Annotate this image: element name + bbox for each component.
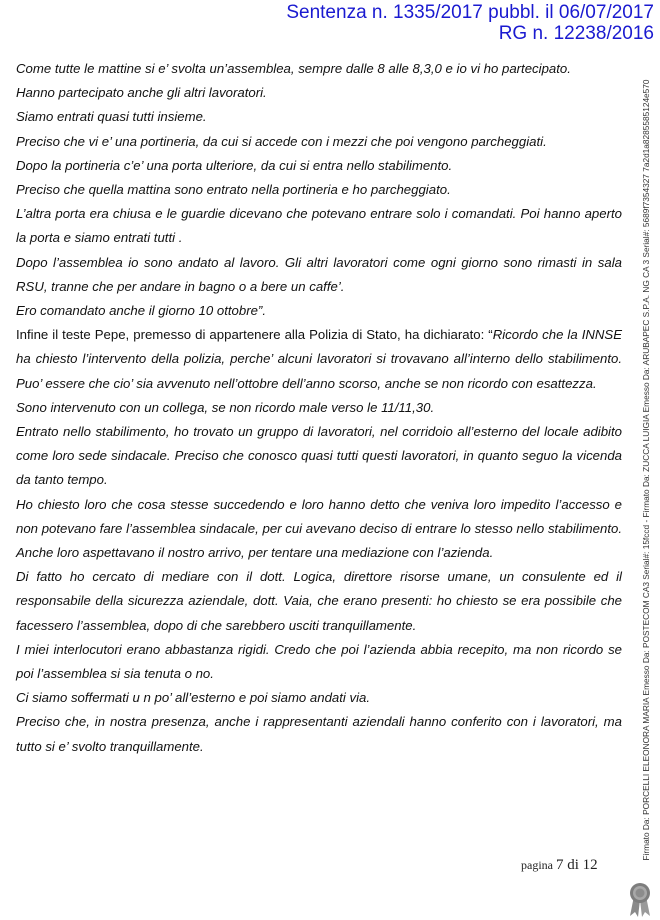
page-count: 7 di 12 [556,857,598,873]
paragraph: Entrato nello stabilimento, ho trovato un gruppo di lavoratori, nel corridoio all’esterno del locale adibito come loro sede sindacale. Preciso che conosco quasi tutti questi lavoratori, in quanto seguo la vicenda da tanto tempo. [16,424,622,488]
paragraph: Di fatto ho cercato di mediare con il dott. Logica, direttore risorse umane, un consulente ed il responsabile della sicurezza aziendale, dott. Vaia, che erano presenti: ho chiesto se era possibile che facessero l’assemblea, dopo di che sarebbero usciti tranquillamente. [16,569,622,633]
document-body [16,57,622,759]
paragraph: Come tutte le mattine si e’ svolta un’assemblea, sempre dalle 8 alle 8,3,0 e io vi ho partecipato. [16,61,571,76]
paragraph: Preciso che quella mattina sono entrato nella portineria e ho parcheggiato. [16,182,451,198]
page-prefix: pagina [521,858,553,872]
paragraph: Ho chiesto loro che cosa stesse succedendo e loro hanno detto che veniva loro impedito l’accesso e non potevano fare l’assemblea sindacale, per cui avevano deciso di entrare lo stesso nello stabilimento. Anche loro aspettavano il nostro arrivo, per tentare una mediazione con l’azienda. [16,496,622,561]
document-header [286,2,654,44]
signature-margin [637,70,655,870]
pepe-quote: Ricordo che la INNSE ha chiesto l’intervento della polizia, perche’ alcuni lavoratori si trovavano all’interno dello stabilimento. Puo’ essere che cio’ sia avvenuto nell’ottobre dell’anno scorso, anche se non ricordo con esattezza. [16,327,623,391]
page-number [521,857,598,874]
paragraph: Dopo l’assemblea io sono andato al lavoro. Gli altri lavoratori come ogni giorno sono rimasti in sala RSU, tranne che per andare in bagno o a bere un caffe’. [16,254,622,294]
paragraph: Preciso che vi e’ una portineria, da cui si accede con i mezzi che poi vengono parcheggiati. [16,133,547,149]
rg-reference: RG n. 12238/2016 [498,23,654,44]
paragraph: Hanno partecipato anche gli altri lavoratori. [16,85,267,101]
paragraph: Preciso che, in nostra presenza, anche i rappresentanti aziendali hanno conferito con i lavoratori, ma tutto si e’ svolto tranquillamente. [16,714,622,754]
paragraph: Siamo entrati quasi tutti insieme. [16,109,207,125]
pepe-paragraph [16,323,622,396]
paragraph: Ci siamo soffermati u n po’ all’esterno e poi siamo andati via. [16,690,371,706]
paragraph: I miei interlocutori erano abbastanza rigidi. Credo che poi l’azienda abbia recepito, ma non ricordo se poi l’assemblea si sia tenuta o no. [16,641,622,682]
paragraph: Sono intervenuto con un collega, se non ricordo male verso le 11/11,30. [16,399,435,415]
sentenza-reference: Sentenza n. 1335/2017 pubbl. il 06/07/2017 [286,2,654,23]
rosette-seal-icon [628,882,652,918]
paragraph: L’altra porta era chiusa e le guardie dicevano che potevano entrare solo i comandati. Poi hanno aperto la porta e siamo entrati tutti . [16,206,622,246]
paragraph: Dopo la portineria c’e’ una porta ulteriore, da cui si entra nello stabilimento. [16,157,453,173]
digital-signature-text: Firmato Da: PORCELLI ELEONORA MARIA Emesso Da: POSTECOM CA3 Serial#: 15fccd - Firmato Da: ZUCCA LUIGIA Emesso Da: ARUBAPEC S.P.A. NG CA 3 Serial#: 5689f7354327 7a2d1a8285585124e570 [641,79,651,861]
paragraph: Ero comandato anche il giorno 10 ottobre”. [16,303,266,319]
pepe-intro: Infine il teste Pepe, premesso di appartenere alla Polizia di Stato, ha dichiarato: “ [16,327,493,343]
